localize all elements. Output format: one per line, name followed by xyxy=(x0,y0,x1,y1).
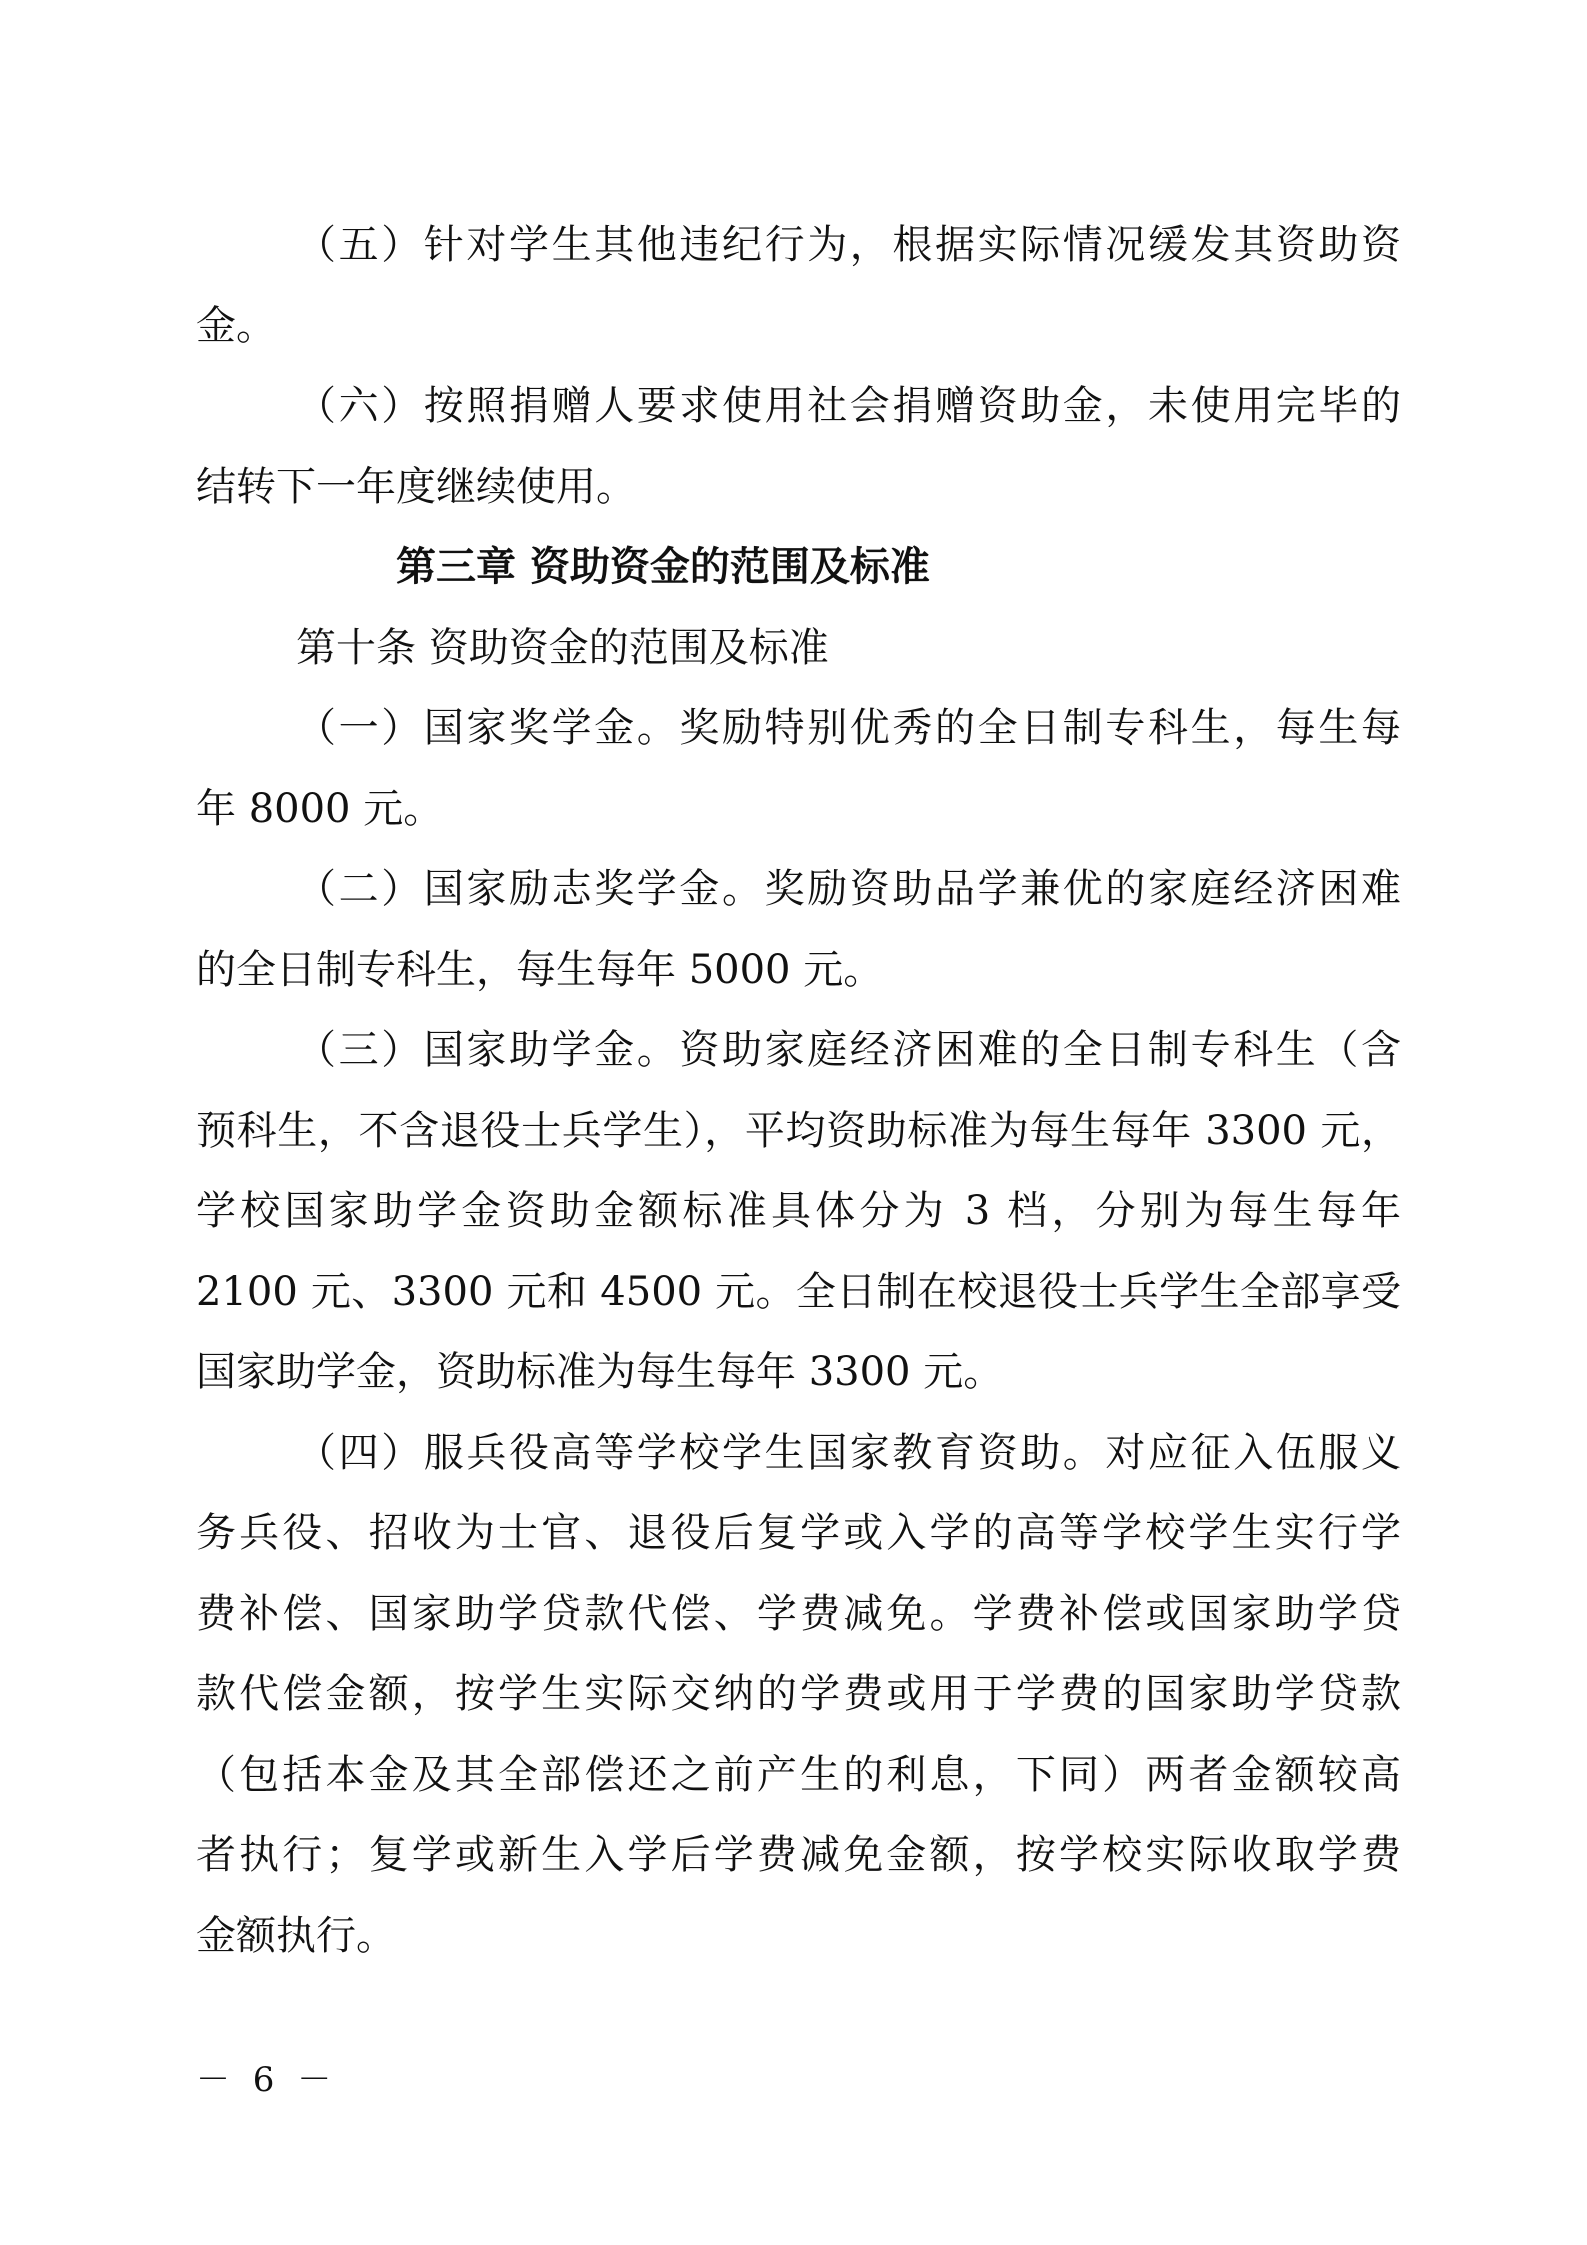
document-body xyxy=(196,205,1401,1976)
paragraph-line: （二）国家励志奖学金。奖励资助品学兼优的家庭经济困难 xyxy=(296,866,1401,912)
paragraph-line: 者执行；复学或新生入学后学费减免金额，按学校实际收取学费 xyxy=(196,1832,1401,1878)
paragraph-line: 的全日制专科生，每生每年 5000 元。 xyxy=(196,946,884,993)
paragraph-line: （六）按照捐赠人要求使用社会捐赠资助金，未使用完毕的 xyxy=(296,383,1401,429)
paragraph-line: 学校国家助学金资助金额标准具体分为 3 档，分别为每生每年 xyxy=(196,1188,1401,1234)
paragraph-line: （四）服兵役高等学校学生国家教育资助。对应征入伍服义 xyxy=(296,1429,1401,1476)
page-number: － 6 － xyxy=(196,2060,338,2100)
article-heading: 第十条 资助资金的范围及标准 xyxy=(296,624,829,671)
paragraph-line: （五）针对学生其他违纪行为，根据实际情况缓发其资助资 xyxy=(296,222,1401,268)
paragraph-line: 金。 xyxy=(196,302,276,349)
paragraph-line: （包括本金及其全部偿还之前产生的利息，下同）两者金额较高 xyxy=(196,1751,1401,1798)
paragraph-line: 金额执行。 xyxy=(196,1912,396,1959)
paragraph-line: 务兵役、招收为士官、退役后复学或入学的高等学校学生实行学 xyxy=(196,1510,1401,1556)
paragraph-line: 结转下一年度继续使用。 xyxy=(196,463,636,510)
paragraph-line: （一）国家奖学金。奖励特别优秀的全日制专科生，每生每 xyxy=(296,705,1401,751)
paragraph-line: 款代偿金额，按学生实际交纳的学费或用于学费的国家助学贷款 xyxy=(196,1671,1401,1717)
chapter-heading: 第三章 资助资金的范围及标准 xyxy=(396,544,930,590)
paragraph-line: 预科生，不含退役士兵学生），平均资助标准为每生每年 3300 元， xyxy=(196,1107,1401,1154)
paragraph-line: （三）国家助学金。资助家庭经济困难的全日制专科生（含 xyxy=(296,1027,1401,1073)
paragraph-line: 费补偿、国家助学贷款代偿、学费减免。学费补偿或国家助学贷 xyxy=(196,1590,1401,1637)
paragraph-line: 国家助学金，资助标准为每生每年 3300 元。 xyxy=(196,1349,1004,1395)
paragraph-line: 2100 元、3300 元和 4500 元。全日制在校退役士兵学生全部享受 xyxy=(196,1268,1401,1315)
paragraph-line: 年 8000 元。 xyxy=(196,785,444,832)
